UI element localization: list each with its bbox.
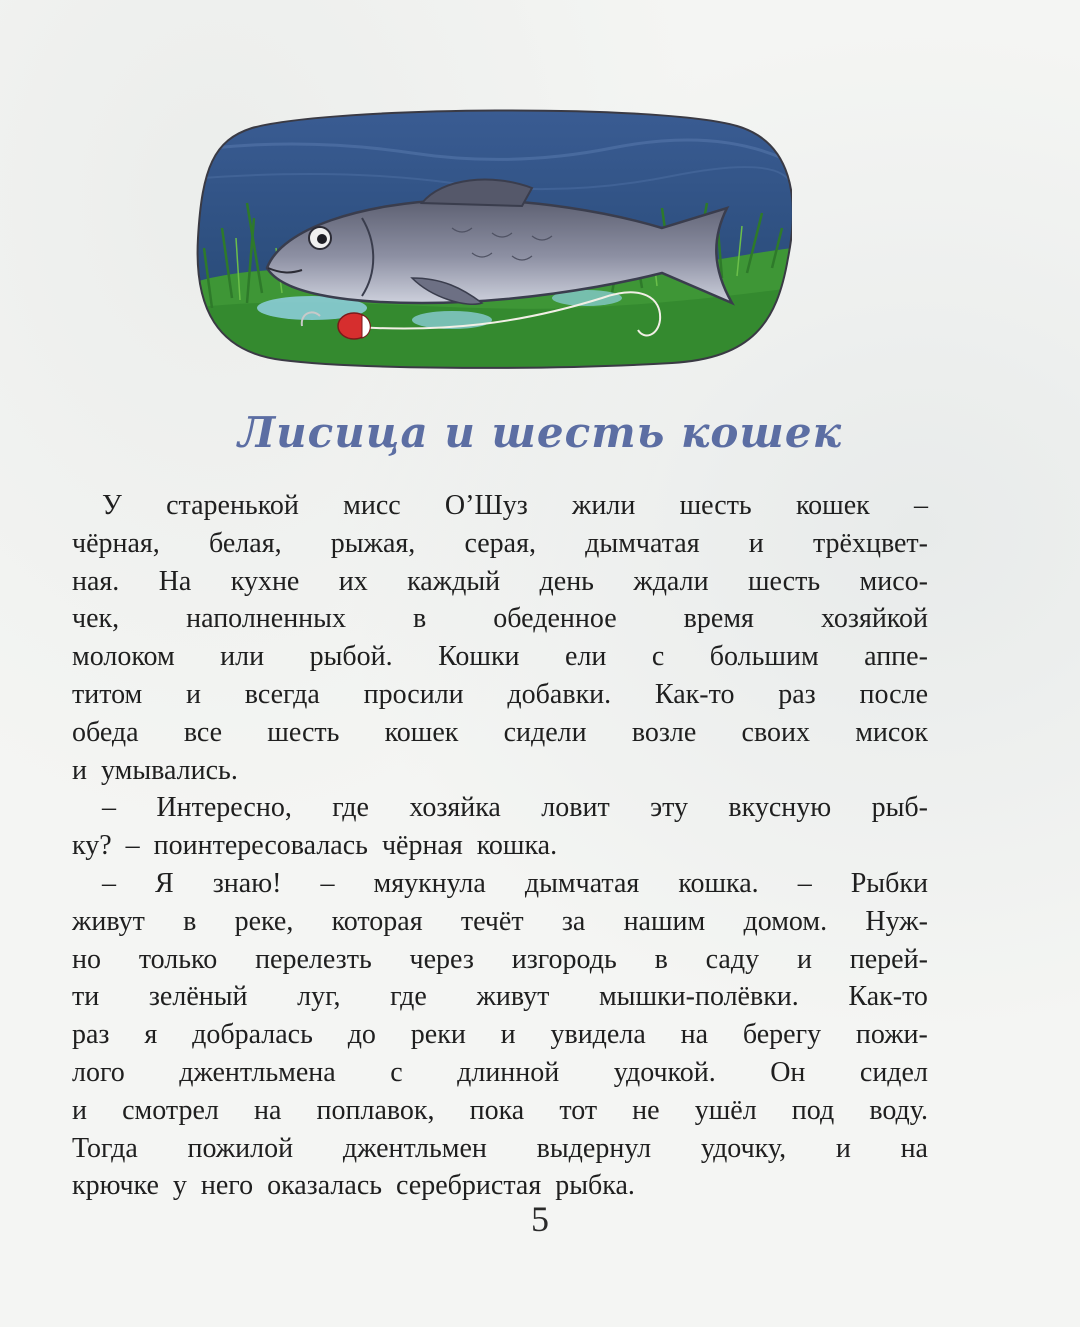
word: Интересно, <box>156 792 292 824</box>
fish-illustration-svg <box>192 108 792 370</box>
word: вкусную <box>728 792 832 824</box>
word: него <box>200 1170 254 1202</box>
word: чёрная <box>381 830 463 862</box>
word: Тогда <box>72 1132 138 1164</box>
word: живут <box>476 981 550 1013</box>
word: джентльмена <box>179 1056 336 1088</box>
word: через <box>409 943 474 975</box>
word: и <box>500 1019 516 1051</box>
word: обеда <box>72 716 139 748</box>
word: – <box>102 867 116 899</box>
word: раз <box>72 1019 110 1051</box>
word: все <box>183 716 223 748</box>
word: после <box>859 678 928 710</box>
word: Как-то <box>654 678 735 710</box>
word: шесть <box>679 490 752 521</box>
word: реки <box>410 1019 466 1051</box>
word: обеденное <box>493 603 617 635</box>
text-line <box>72 714 928 752</box>
word: жили <box>572 490 636 521</box>
word: саду <box>705 943 760 975</box>
word: эту <box>650 792 688 824</box>
word: воду. <box>869 1094 928 1126</box>
word: их <box>338 565 368 597</box>
word: Я <box>155 867 174 899</box>
word: ти <box>72 981 100 1013</box>
word: рыбой. <box>309 641 393 673</box>
word: где <box>390 981 427 1013</box>
word: – <box>320 867 335 899</box>
word: где <box>332 792 369 824</box>
word: просили <box>363 678 464 710</box>
word: кошек <box>384 716 459 748</box>
word: хозяйка <box>409 792 501 824</box>
word: – <box>913 490 928 521</box>
word: кошка. <box>476 830 558 862</box>
word: пожи- <box>855 1019 928 1051</box>
word: дымчатая <box>585 527 700 559</box>
word: кошка. <box>678 867 759 899</box>
word: ная. <box>72 565 120 597</box>
word: поплавок, <box>316 1094 435 1126</box>
word: каждый <box>407 565 501 597</box>
word: добралась <box>192 1019 313 1051</box>
word: наполненных <box>186 603 346 635</box>
word: Как-то <box>848 981 928 1013</box>
word: и <box>186 678 202 710</box>
word: раз <box>778 678 816 710</box>
word: возле <box>631 716 697 748</box>
word: мяукнула <box>373 867 486 899</box>
word: в <box>413 603 427 635</box>
word: и <box>835 1132 851 1164</box>
word: но <box>72 943 101 975</box>
word: ловит <box>541 792 610 824</box>
word: на <box>680 1019 709 1051</box>
word: рыб- <box>871 792 928 824</box>
word: джентльмен <box>342 1132 487 1164</box>
word: ку? <box>72 830 112 862</box>
word: удочкой. <box>613 1056 716 1088</box>
text-line <box>72 752 928 790</box>
word: и <box>72 1094 87 1126</box>
word: – <box>797 867 812 899</box>
word: На <box>158 565 192 597</box>
word: и <box>748 527 764 559</box>
word: живут <box>72 905 145 937</box>
text-line <box>72 827 928 865</box>
word: трёхцвет- <box>812 527 928 559</box>
word: домом. <box>743 905 828 937</box>
text-line <box>72 1054 928 1092</box>
word: рыжая, <box>330 527 416 559</box>
word: белая, <box>209 527 282 559</box>
word: зелёный <box>148 981 248 1013</box>
word: течёт <box>460 905 524 937</box>
story-title: Лисица и шесть кошек <box>237 408 843 457</box>
word: хозяйкой <box>820 603 928 635</box>
word: на <box>253 1094 282 1126</box>
word: дымчатая <box>524 867 640 899</box>
word: длинной <box>457 1056 560 1088</box>
word: ждали <box>633 565 709 597</box>
text-line <box>72 487 928 525</box>
word: О’Шуз <box>444 490 528 521</box>
word: титом <box>72 678 143 710</box>
word: поинтересовалась <box>153 830 368 862</box>
word: рыбка. <box>555 1170 635 1202</box>
word: ушёл <box>694 1094 757 1126</box>
word: серая, <box>464 527 536 559</box>
word: чёрная, <box>72 527 160 559</box>
text-line <box>72 563 928 601</box>
word: добавки. <box>507 678 612 710</box>
word: оказалась <box>267 1170 383 1202</box>
text-line <box>72 978 928 1016</box>
word: старенькой <box>166 490 299 521</box>
text-line <box>72 1092 928 1130</box>
word: пока <box>469 1094 525 1126</box>
word: я <box>144 1019 158 1051</box>
word: и <box>72 754 87 786</box>
text-line <box>72 789 928 827</box>
word: серебристая <box>396 1170 542 1202</box>
word: аппе- <box>864 641 928 673</box>
word: Кошки <box>438 641 520 673</box>
word: кошек <box>795 490 870 521</box>
word: сидел <box>859 1056 928 1088</box>
word: с <box>390 1056 403 1088</box>
word: с <box>651 641 665 673</box>
word: удочку, <box>700 1132 787 1164</box>
word: умывались. <box>100 754 238 786</box>
text-line <box>72 676 928 714</box>
text-line <box>72 865 928 903</box>
word: день <box>539 565 594 597</box>
word: Он <box>770 1056 806 1088</box>
word: шесть <box>747 565 821 597</box>
word: луг, <box>297 981 341 1013</box>
word: – <box>102 792 116 824</box>
word: реке, <box>234 905 294 937</box>
word: лого <box>72 1056 125 1088</box>
word: до <box>347 1019 376 1051</box>
word: у <box>172 1170 187 1202</box>
word: всегда <box>244 678 320 710</box>
text-line <box>72 525 928 563</box>
word: увидела <box>550 1019 646 1051</box>
word: кухне <box>230 565 300 597</box>
word: – <box>125 830 140 862</box>
page-number: 5 <box>531 1199 549 1239</box>
word: в <box>654 943 668 975</box>
word: под <box>791 1094 835 1126</box>
text-line <box>72 600 928 638</box>
word: время <box>683 603 754 635</box>
word: нашим <box>623 905 706 937</box>
word: своих <box>741 716 810 748</box>
word: сидели <box>503 716 587 748</box>
word: пожилой <box>187 1132 294 1164</box>
word: берегу <box>742 1019 822 1051</box>
word: только <box>138 943 218 975</box>
word: мисс <box>343 490 401 521</box>
story-text <box>72 487 928 1205</box>
word: крючке <box>72 1170 159 1202</box>
word: на <box>900 1132 928 1164</box>
word: перей- <box>849 943 928 975</box>
word: шесть <box>267 716 340 748</box>
text-line <box>72 1016 928 1054</box>
word: мисок <box>855 716 928 748</box>
word: Рыбки <box>850 867 928 899</box>
word: молоком <box>72 641 175 673</box>
word: Нуж- <box>865 905 928 937</box>
text-line <box>72 1130 928 1168</box>
word: изгородь <box>511 943 617 975</box>
word: ели <box>565 641 607 673</box>
word: большим <box>709 641 819 673</box>
word: перелезть <box>255 943 372 975</box>
word: тот <box>559 1094 598 1126</box>
word: выдернул <box>536 1132 652 1164</box>
word: знаю! <box>212 867 282 899</box>
word: и <box>796 943 812 975</box>
fish-on-grass-illustration <box>192 108 792 370</box>
word: смотрел <box>122 1094 219 1126</box>
word: чек, <box>72 603 120 635</box>
word: или <box>220 641 265 673</box>
word: не <box>632 1094 660 1126</box>
word: которая <box>331 905 423 937</box>
text-line <box>72 638 928 676</box>
text-line <box>72 941 928 979</box>
text-line <box>72 903 928 941</box>
word: в <box>183 905 197 937</box>
word: мышки-полёвки. <box>598 981 799 1013</box>
word: мисо- <box>859 565 928 597</box>
word: за <box>561 905 586 937</box>
word: У <box>102 490 122 521</box>
